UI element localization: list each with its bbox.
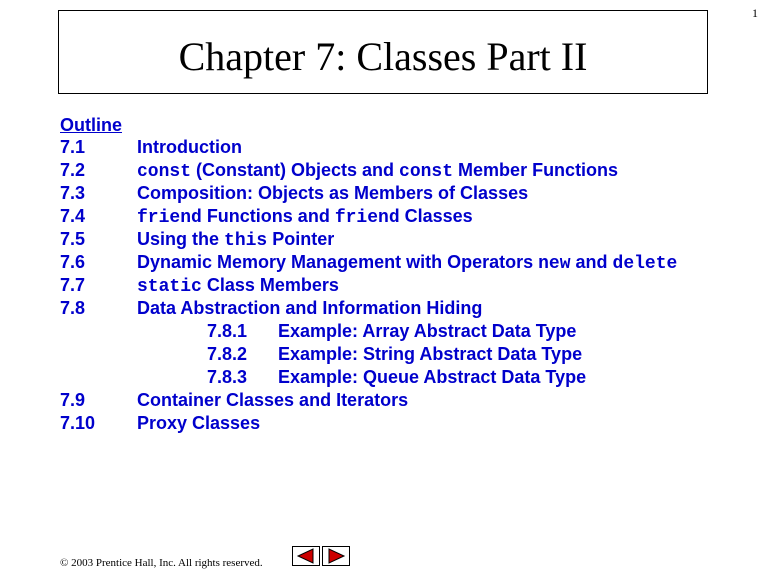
outline-text-fragment: Classes <box>399 206 473 226</box>
outline-text-fragment: Data Abstraction and Information Hiding <box>137 298 483 318</box>
outline-item-text <box>137 389 408 412</box>
outline-item <box>60 297 760 320</box>
outline-item-number: 7.6 <box>60 252 86 272</box>
copyright-footer: © 2003 Prentice Hall, Inc. All rights reserved. <box>60 557 263 569</box>
outline-list <box>60 136 760 435</box>
outline-text-fragment: (Constant) Objects and <box>191 160 400 180</box>
outline-item-number: 7.4 <box>60 206 86 226</box>
outline-item-number: 7.8.3 <box>207 367 248 387</box>
outline-item-text <box>137 228 334 253</box>
code-keyword: const <box>399 162 454 182</box>
triangle-right-icon <box>322 546 350 566</box>
outline-item <box>60 274 760 297</box>
outline-item-text <box>278 343 582 366</box>
page-number: 1 <box>752 6 758 20</box>
outline-item-text <box>278 320 576 343</box>
outline-text-fragment: Pointer <box>267 229 335 249</box>
outline-item-number: 7.8 <box>60 298 86 318</box>
outline-heading: Outline <box>60 115 122 135</box>
outline-text-fragment: Functions and <box>201 206 335 226</box>
outline-item-number: 7.8.1 <box>207 321 248 341</box>
outline-item-text <box>137 182 528 205</box>
outline-text-fragment: Using the <box>137 229 225 249</box>
outline-item-text <box>137 251 677 276</box>
outline-item-text <box>137 136 242 159</box>
code-keyword: friend <box>334 208 400 228</box>
code-keyword: const <box>137 162 192 182</box>
code-keyword: new <box>538 254 571 274</box>
title-box <box>58 10 708 94</box>
code-keyword: this <box>224 231 268 251</box>
next-slide-button[interactable] <box>322 546 350 566</box>
outline-item-text <box>137 159 618 184</box>
outline-subitem <box>60 343 760 366</box>
outline-item-number: 7.5 <box>60 229 86 249</box>
outline-item-number: 7.7 <box>60 275 86 295</box>
outline-subitem <box>60 366 760 389</box>
outline-item-number: 7.1 <box>60 137 86 157</box>
outline-item-number: 7.9 <box>60 390 86 410</box>
outline-text-fragment: Example: Queue Abstract Data Type <box>278 367 587 387</box>
outline-text-fragment: and <box>570 252 613 272</box>
outline-subitem <box>60 320 760 343</box>
outline-item-text <box>137 205 473 230</box>
outline-item-text <box>137 297 482 320</box>
outline-text-fragment: Dynamic Memory Management with Operators <box>137 252 539 272</box>
outline-text-fragment: Composition: Objects as Members of Classes <box>137 183 529 203</box>
code-keyword: friend <box>137 208 202 228</box>
outline-text-fragment: Member Functions <box>453 160 619 180</box>
code-keyword: delete <box>612 254 678 274</box>
outline-item <box>60 182 760 205</box>
outline-item-text <box>137 274 339 299</box>
outline-text-fragment: Proxy Classes <box>137 413 261 433</box>
code-keyword: static <box>137 277 202 297</box>
outline-item-text <box>137 412 260 435</box>
outline <box>60 114 760 435</box>
outline-text-fragment: Container Classes and Iterators <box>137 390 409 410</box>
outline-text-fragment: Example: Array Abstract Data Type <box>278 321 577 341</box>
outline-item <box>60 159 760 182</box>
outline-item <box>60 389 760 412</box>
outline-text-fragment: Class Members <box>201 275 339 295</box>
outline-text-fragment: Example: String Abstract Data Type <box>278 344 583 364</box>
slide-title: Chapter 7: Classes Part II <box>178 33 588 79</box>
previous-slide-button[interactable] <box>292 546 320 566</box>
outline-item <box>60 251 760 274</box>
outline-item <box>60 228 760 251</box>
outline-item-text <box>278 366 586 389</box>
outline-item <box>60 412 760 435</box>
outline-item <box>60 205 760 228</box>
triangle-left-icon <box>292 546 320 566</box>
outline-text-fragment: Introduction <box>137 137 242 157</box>
outline-item-number: 7.3 <box>60 183 86 203</box>
outline-item-number: 7.10 <box>60 413 96 433</box>
outline-item-number: 7.8.2 <box>207 344 248 364</box>
outline-item <box>60 136 760 159</box>
outline-item-number: 7.2 <box>60 160 86 180</box>
